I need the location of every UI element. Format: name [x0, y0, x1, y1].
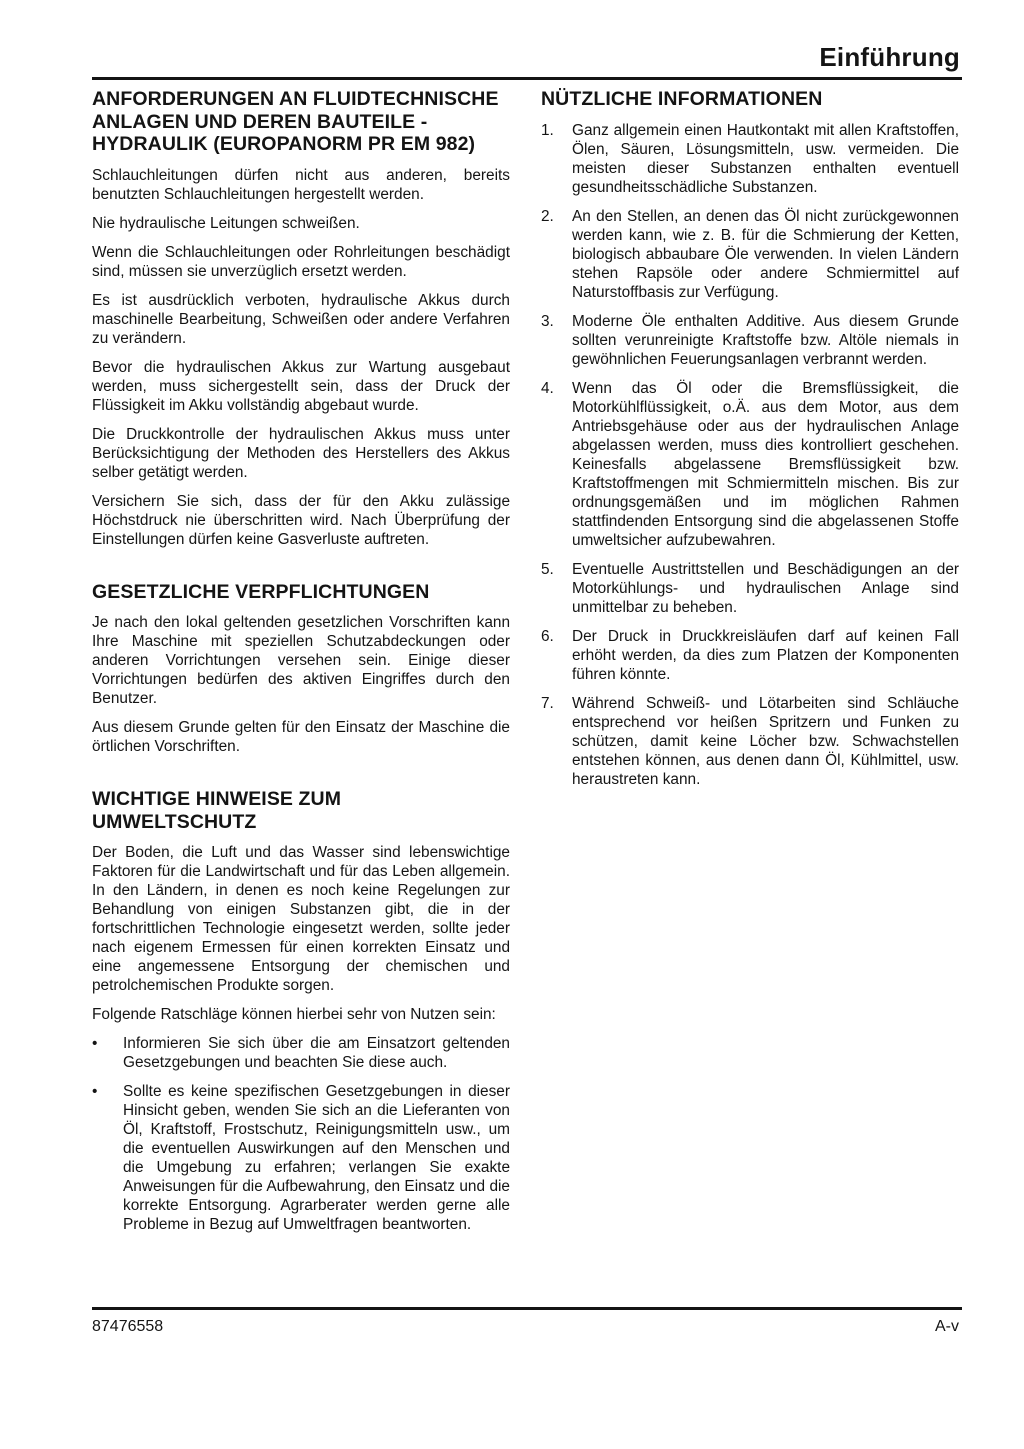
item-text: Eventuelle Austrittstellen und Beschädigungen an der Motorkühlungs- und hydraulischen Anlage sind unmittelbar zu beheben. — [572, 560, 959, 616]
item-text: An den Stellen, an denen das Öl nicht zurückgewonnen werden kann, wie z. B. für die Schmierung der Ketten, biologisch abbaubare Öle verwenden. In vielen Ländern stehen Rapsöle oder andere Schmiermittel auf Naturstoffbasis zur Verfügung. — [572, 207, 959, 301]
item-number: 7. — [541, 694, 554, 712]
page-header-title: Einführung — [819, 42, 960, 72]
paragraph: Aus diesem Grunde gelten für den Einsatz der Maschine die örtlichen Vorschriften. — [92, 719, 510, 755]
header-rule — [92, 77, 962, 80]
section-title-fluid-requirements: ANFORDERUNGEN AN FLUIDTECHNISCHE ANLAGEN UND DEREN BAUTEILE - HYDRAULIK (EUROPANORM PR EM 982) — [92, 88, 499, 155]
bullet-icon: • — [92, 1035, 98, 1052]
paragraph: Je nach den lokal geltenden gesetzlichen Vorschriften kann Ihre Maschine mit speziellen Schutzabdeckungen oder anderen Vorrichtungen versehen sein. Einige dieser Vorrichtungen bedürfen des aktiven Eingriffes durch den Benutzer. — [92, 614, 510, 707]
footer-rule — [92, 1307, 962, 1310]
item-number: 2. — [541, 207, 554, 225]
numbered-list-item — [541, 694, 959, 789]
bullet-list — [92, 1034, 510, 1234]
paragraph: Die Druckkontrolle der hydraulischen Akkus muss unter Berücksichtigung der Methoden des Herstellers des Akkus selber getätigt werden. — [92, 425, 510, 481]
paragraph: Der Boden, die Luft und das Wasser sind lebenswichtige Faktoren für die Landwirtschaft und für das Leben allgemein. In den Ländern, in denen es noch keine Regelungen zur Behandlung von einigen Substanzen gibt, die in der fortschrittlichen Technologie eingesetzt werden, sollte jeder nach eigenem Ermessen für einen korrekten Einsatz und eine angemessene Entsorgung der chemischen und petrolchemischen Produkte sorgen. — [92, 844, 510, 994]
numbered-list-item — [541, 312, 959, 369]
item-number: 6. — [541, 627, 554, 645]
paragraph: Nie hydraulische Leitungen schweißen. — [92, 214, 360, 232]
numbered-list-item — [541, 207, 959, 302]
paragraph: Folgende Ratschläge können hierbei sehr von Nutzen sein: — [92, 1006, 496, 1023]
document-number: 87476558 — [92, 1318, 164, 1335]
numbered-list-item — [541, 379, 959, 550]
bullet-list-item — [92, 1034, 510, 1072]
item-text: Der Druck in Druckkreisläufen darf auf keinen Fall erhöht werden, da dies zum Platzen der Komponenten führen könnte. — [572, 627, 959, 683]
item-text: Moderne Öle enthalten Additive. Aus diesem Grunde sollten verunreinigte Kraftstoffe bzw. Altöle niemals in gewöhnlichen Feuerungsanlagen verbrannt werden. — [572, 312, 959, 368]
paragraph: Schlauchleitungen dürfen nicht aus anderen, bereits benutzten Schlauchleitungen hergestellt werden. — [92, 166, 510, 203]
bullet-text: Informieren Sie sich über die am Einsatzort geltenden Gesetzgebungen und beachten Sie diese auch. — [123, 1035, 510, 1071]
bullet-list-item — [92, 1082, 510, 1234]
section-title-useful-information: NÜTZLICHE INFORMATIONEN — [541, 88, 823, 110]
item-text: Wenn das Öl oder die Bremsflüssigkeit, die Motorkühlflüssigkeit, o.Ä. aus dem Motor, aus dem Antriebsgehäuse oder aus der hydraulischen Anlage abgelassen werden, muss dies kontrolliert geschehen. Keinesfalls abgelassene Bremsflüssigkeit bzw. Kraftstoffmengen mit Schmiermitteln mischen. Bis zur ordnungsgemäßen und im möglichen Rahmen stattfindenden Entsorgung sind die abgelassenen Stoffe umweltsicher aufzubewahren. — [572, 379, 959, 549]
item-number: 3. — [541, 312, 554, 330]
item-text: Während Schweiß- und Lötarbeiten sind Schläuche entsprechend vor heißen Spritzern und Funken zu schützen, damit keine Löcher bzw. Schwachstellen entstehen können, aus denen dann Öl, Kühlmittel, usw. heraustreten kann. — [572, 694, 959, 788]
numbered-list-item — [541, 560, 959, 617]
item-text: Ganz allgemein einen Hautkontakt mit allen Kraftstoffen, Ölen, Säuren, Lösungsmitteln, usw. vermeiden. Die meisten dieser Substanzen enthalten eventuell gesundheitsschädliche Substanzen. — [572, 121, 959, 196]
paragraph: Versichern Sie sich, dass der für den Akku zulässige Höchstdruck nie überschritten wird. Nach Überprüfung der Einstellungen dürfen keine Gasverluste auftreten. — [92, 492, 510, 548]
section-title-legal-obligations: GESETZLICHE VERPFLICHTUNGEN — [92, 580, 430, 603]
right-column — [541, 88, 959, 799]
numbered-list — [541, 121, 959, 789]
page-number: A-v — [935, 1318, 959, 1335]
numbered-list-item — [541, 627, 959, 684]
paragraph: Es ist ausdrücklich verboten, hydraulische Akkus durch maschinelle Bearbeitung, Schweißen oder andere Verfahren zu verändern. — [92, 291, 510, 347]
paragraph: Wenn die Schlauchleitungen oder Rohrleitungen beschädigt sind, müssen sie unverzüglich ersetzt werden. — [92, 243, 510, 280]
numbered-list-item — [541, 121, 959, 197]
bullet-text: Sollte es keine spezifischen Gesetzgebungen in dieser Hinsicht geben, wenden Sie sich an die Lieferanten von Öl, Kraftstoff, Frostschutz, Reinigungsmitteln usw., um die eventuellen Auswirkungen auf den Menschen und die Umgebung zu erfahren; verlangen Sie exakte Anweisungen für die Aufbewahrung, den Einsatz und die korrekte Entsorgung. Agrarberater werden gerne alle Probleme in Bezug auf Umweltfragen beantworten. — [123, 1083, 510, 1233]
section-title-environment: WICHTIGE HINWEISE ZUM UMWELTSCHUTZ — [92, 788, 342, 833]
bullet-icon: • — [92, 1083, 98, 1100]
left-column — [92, 88, 510, 1244]
paragraph: Bevor die hydraulischen Akkus zur Wartung ausgebaut werden, muss sichergestellt sein, dass der Druck der Flüssigkeit im Akku vollständig abgebaut wurde. — [92, 358, 510, 414]
item-number: 5. — [541, 560, 554, 578]
item-number: 1. — [541, 121, 554, 139]
item-number: 4. — [541, 379, 554, 397]
